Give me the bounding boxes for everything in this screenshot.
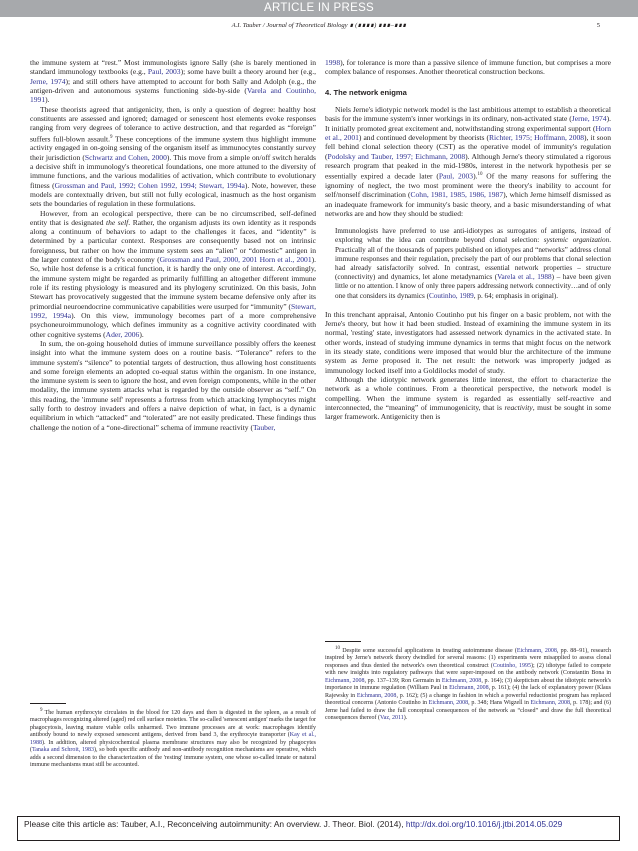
citation-ref[interactable]: Eichmann, 2008 [449,685,489,692]
text-run: ). [473,171,478,181]
text-run: ). In addition, altered physicochemical plasma membrane structures may also be recognized by phagocytes ( [30,739,316,754]
text-run: ), it soon fell behind clonal selection theory (CST) as the operative model of immunity's regulation ( [325,132,611,161]
citation-ref[interactable]: Jerne, 1974 [30,76,66,86]
footnote-rule [325,641,361,642]
citation-ref[interactable]: 1998 [325,58,341,67]
text-run: , pp. 88–91), research inspired by Jerne's network theory dwindled for several reasons: (1) experiments were misapplied to assess clonal responses and thus denied the network's own theoretical construct ( [325,648,611,669]
citation-ref[interactable]: Ader, 2006 [105,329,140,339]
citation-ref[interactable]: Podolsky and Tauber, 1997; Eichmann, 2008 [327,151,466,161]
right-column [325,58,611,422]
text-run: However, from an ecological perspective, there can be no circumscribed, self-defined entity that is designated [30,208,316,227]
footnote-marker: 10 [335,646,340,651]
citation-ref[interactable]: Eichmann, 2008 [441,677,482,684]
citation-ref[interactable]: Vaz, 2011 [379,715,404,722]
citation-ref[interactable]: Stewart, 1992, 1994a [30,301,316,320]
footnote-marker: 9 [40,708,43,713]
text-run: , p. 164); (3) skepticism about the idiotypic network's importance in immune regulation (William Paul in [325,677,612,692]
citation-ref[interactable]: Paul, 2003 [438,171,474,181]
footnote-10 [325,645,611,723]
text-run: These conceptions of the immune system thus highlight immune activity engaged in on-going sensing of the organism itself as immunocytes constantly survey their jurisdiction ( [30,134,316,162]
citation-ref[interactable]: Grossman and Paul, 1992; Cohen 1992, 1994; Stewart, 1994a [54,180,245,190]
paragraph [30,339,316,432]
citation-ref[interactable]: Eichmann, 2008 [325,677,365,684]
text-run: ). [403,715,408,722]
text-run: , must be sought in some larger framework. Antigenicity then is [325,402,611,422]
citation-ref[interactable]: Coutinho, 1989 [429,291,474,300]
text-run: ). Note, however, these models are contextually driven, but still not fully ecological, inasmuch as the host organism sets the boundaries of regulation in these formulations. [30,180,316,209]
citation-ref[interactable]: Grossman and Paul, 2000, 2001 Horn et al., 2001 [159,255,312,265]
citation-ref[interactable]: Eichmann, 2008 [356,692,397,699]
text-run: ). So, while host defense is a critical function, it is hardly the only one of interest. Accordingly, the immune system might be regarded as primarily fulfilling an altogether different immune role if its resting physiology is measured and its phylogeny scrutinized. On this basis, John Stewart has provocatively suggested that the immune system became defensive only after its primordial neuroendocrine communicative capabilities were usurped for “immunity” ( [30,255,316,311]
text-run: Immunologists have preferred to use anti-idiotypes as surrogates of antigens, instead of exploring what the idea can contribute beyond clonal selection: [335,227,611,245]
citation-ref[interactable]: Eichmann, 2008 [516,648,557,654]
text-run: Of the many reasons for suffering the ignominy of neglect, the two most prominent were the theory's inability to account for self/nonself discrimination ( [325,171,611,200]
text-run: In this trenchant appraisal, Antonio Coutinho put his finger on a basic problem, not with the Jerne's theory, but how it had been studied. Instead of examining the immune system in its normal, 'resting' state, investigators had assessed network dynamics in the activated state. In other words, instead of studying immune dynamics in terms that might focus on the network in its steady state, conditions were imposed that would blur the architecture of the immune system as Jerne proposed it. The net result: the network was improperly judged as immunology locked itself into a Goldilocks model of study. [325,309,611,375]
citation-ref[interactable]: Cohn, 1981, 1985, 1986, 1987 [410,190,504,200]
article-in-press-banner: ARTICLE IN PRESS [0,0,638,17]
text-run: , p. 348; Hans Wigzell in [468,700,531,707]
text-run: , p. 64; emphasis in original). [473,291,559,300]
emphasis: the self [106,217,129,227]
text-run: ). [139,329,144,339]
text-run: ); and still others have attempted to account for both Sally and Adolph (e.g., the antigen-driven and autonomous systems functioning side-by-side ( [30,76,316,95]
emphasis: reactivity [504,402,533,412]
citation-ref[interactable]: Varela et al., 1988 [497,273,552,282]
citation-box [17,816,620,841]
text-run: ). On this view, immunology becomes part of a more comprehensive psychoneuroimmunology, which defines immunity as a cognitive activity coordinated with other cognitive systems ( [30,310,317,339]
citation-ref[interactable]: Kay et al., 1988 [30,732,317,746]
paragraph [325,310,611,375]
paragraph [325,375,611,422]
citation-ref[interactable]: Eichmann, 2008 [530,700,570,707]
footnote-marker: 9 [109,134,113,140]
citation-ref[interactable]: Paul, 2003 [147,67,181,77]
citation-text: Please cite this article as: Tauber, A.I., Reconceiving autoimmunity: An overview. J. Theor. Biol. (2014), [24,819,406,829]
citation-ref[interactable]: Richter, 1975; Hoffmann, 2008 [489,132,585,142]
paragraph [30,58,316,105]
section-heading: 4. The network enigma [325,87,407,97]
text-run: ). Although Jerne's theory stimulated a rigorous research program that peaked in the mid-1980s, interest in the network hypothesis per se essentially expired a decade later ( [325,151,611,181]
footnote-text [30,707,316,770]
citation-ref[interactable]: Varela and Coutinho, 1991 [30,85,316,105]
text-run: These theorists agreed that antigenicity, then, is only a question of degree: healthy host constituents are assessed and ignored; damaged or senescent host elements evoke responses ranging from very degrees of tolerance to active destruction, and that regarded as “foreign” suffers full-blown assault. [30,104,316,144]
text-run: ). [45,95,50,105]
emphasis: systemic organization [543,236,610,245]
block-quote [335,227,611,301]
left-column [30,58,316,432]
paragraph [325,58,611,77]
text-run: ) and continued development by theorists ( [358,132,489,142]
text-run: ). This move from a simple on/off switch heralds a decisive shift in immunology's theoretical foundations, one more attuned to the diversity of immune functions, and the various modalities of activation, which contribute to evolutionary fitness ( [30,152,316,190]
paragraph [30,209,316,339]
text-run: , p. 161); (4) the lack of explanatory power (Klaus Rajewsky in [325,685,611,699]
text-run: , p. 162); (5) a change in fashion in which a powerful reductionist program has replaced theoretical concerns (Antonio Coutinho in [325,692,612,707]
text-run: , p. 178); and (6) Jerne had failed to draw the full conceptual consequences of the network as “closed” and draw the full theoretical consequences thereof ( [325,700,612,722]
footnote-marker: 10 [477,172,483,178]
text-run: ), which Jerne himself dismissed as an inadequate framework for immunity's basic theory, and a basic misunderstanding of what networks are and how they should be studied: [325,190,611,218]
text-run: ), so both specific antibody and non-antibody recognition mechanisms are operative, which adds a second dimension to the characterization of the 'resting' immune system, one whose so-called innate or natural immune mechanisms must still be accounted. [30,747,316,769]
text-run: ); some have built a theory around her (e.g., [180,67,316,77]
citation-ref[interactable]: Tauber, [252,422,276,432]
footnote-text [325,645,611,723]
footnote-rule [30,703,66,704]
text-run: Despite some successful applications in treating autoimmune disease ( [340,648,517,654]
page-number: 5 [596,22,600,29]
footnote-9 [30,707,316,770]
text-run: The human erythrocyte circulates in the blood for 120 days and then is digested in the spleen, as a result of macrophages recognizing altered (aged) red cell surface moieties. The so-called 'senescent antigen' marks the target for phagocytosis, leaving mature viable cells unharmed. Two immune processes are at work: macrophages identify antibody bound to newly exposed senescent antigens, derived from band 3, the erythrocyte transporter ( [30,710,316,739]
text-run: the immune system at “rest.” Most immunologists ignore Sally (she is barely mentioned in standard immunology textbooks (e.g., [30,58,316,77]
citation-ref[interactable]: Jerne, 1974 [571,114,607,124]
text-run: . Rather, the organism adjusts its own identity as it responds along a continuum of behaviors to adapt to the challenges it faces, and “identity” is determined by a particular context. Responses are consequently based not on intrinsic foreignness, but rather on how the immune system sees an “alien” or “domestic” antigen in the larger context of the body's economy ( [30,217,317,265]
text-run: ). It initially promoted great excitement and, notwithstanding strong experimental support ( [325,114,611,133]
citation-ref[interactable]: Eichmann, 2008 [428,700,469,707]
text-run: ), for tolerance is more than a passive silence of immune function, but comprises a more complex balance of responses. Another theoretical construction beckons. [325,58,611,77]
paragraph [325,105,611,218]
text-run: In sum, the on-going household duties of immune surveillance possibly offers the keenest insight into what the immune system does on a routine basis. “Tolerance” refers to the immune system's “silence” to potential targets of destruction, thus allowing host constituents and some foreign elements an adopted co-equal status within the organism. In one instance, the immune system is seen to ignore the host, and even foreign components, while in the other modality, the immune system attacks what is regarded by the outside observer as “self.” On this reading, the 'immune self' represents a fortress from which attacking lymphocytes might sally forth to destroy invaders and offers a naive depiction of what, in fact, is a dynamic equilibrium in which “attacked” and “tolerated” are not easily predicated. These findings thus challenge the notion of a “one-directional” schema of immune reactivity ( [30,338,316,432]
text-run: ); (2) idiotype failed to compete with new insights into regulatory pathways that were super-imposed on the antibody network (Constantin Bona in [325,662,611,677]
doi-link[interactable]: http://dx.doi.org/10.1016/j.jtbi.2014.05.029 [405,819,563,829]
text-run: Niels Jerne's idiotypic network model is the last ambitious attempt to establish a theoretical basis for the immune system's inner workings in its ordinary, non-activated state ( [325,104,611,124]
citation-ref[interactable]: Horn et al., 2001 [325,123,611,142]
running-head [0,20,638,32]
journal-citation-line: A.I. Tauber / Journal of Theoretical Biology ∎ (∎∎∎∎) ∎∎∎–∎∎∎ [231,22,407,29]
text-run: . Practically all of the thousands of papers published on idiotypes and “networks” address clonal immune responses and their regulation, precisely the part of our problems that clonal selection had already satisfactorily solved. In contrast, essential network properties – structure (connectivity) and dynamics, let alone metadynamics ( [335,236,611,282]
text-run: Although the idiotypic network generates little interest, the effort to characterize the network as a whole continues. From a theoretical perspective, the network model is compelling. When the immune system is regarded as essentially self-reactive and interconnected, the “meaning” of immunogenicity, that is [325,375,611,412]
citation-ref[interactable]: Tanaka and Schroit, 1983 [32,747,95,754]
citation-ref[interactable]: Coutinho, 1995 [492,662,531,669]
citation-ref[interactable]: Schwartz and Cohen, 2000 [84,152,167,162]
text-run: , pp. 137–139; Ron Germain in [364,677,442,684]
paragraph [30,105,316,209]
text-run: ) – have been given little or no attention. I know of only three papers addressing network connectivity…and of only one that considers its dynamics ( [335,273,611,300]
